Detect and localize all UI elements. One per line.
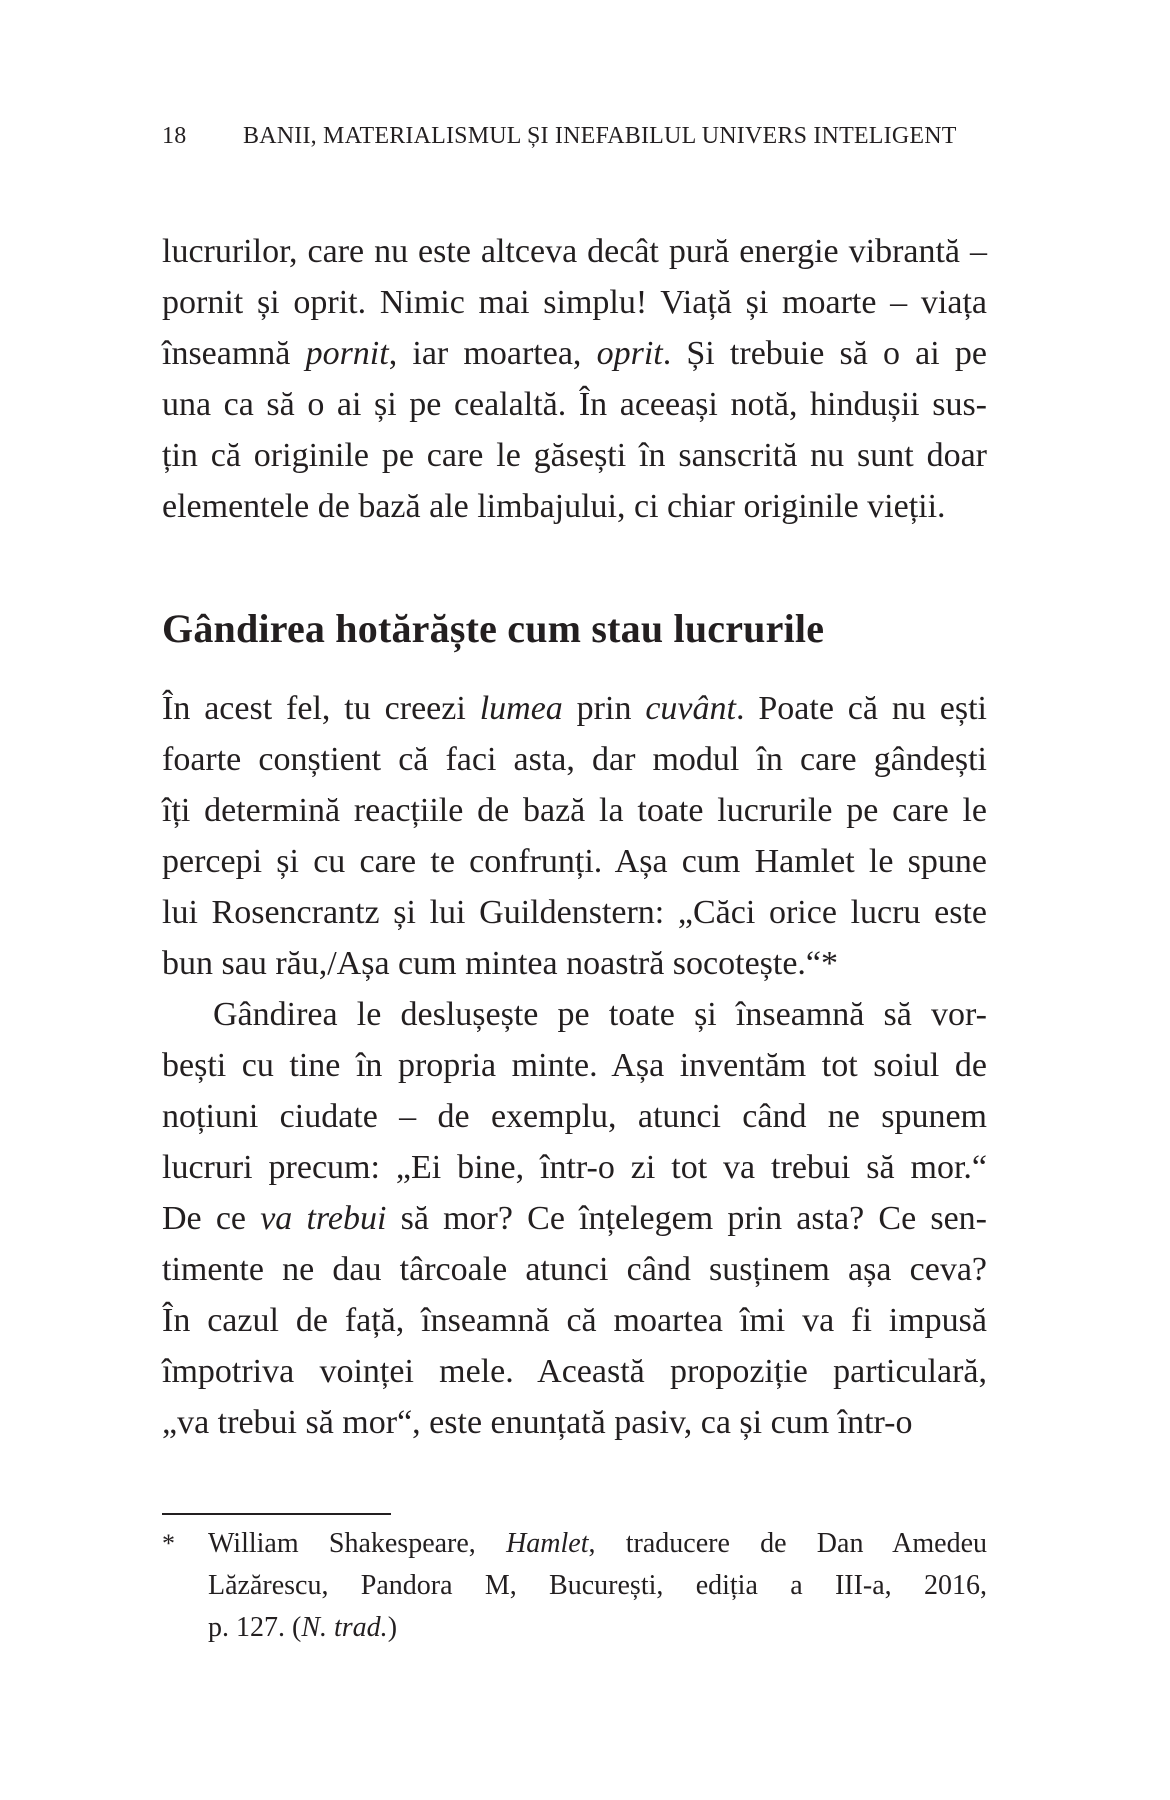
text-run: lucrurilor, care nu este altceva decât pură energie vibrantă – [162,233,987,270]
text-line [162,481,987,532]
text-run: William Shakespeare, [208,1528,507,1559]
text-run: În acest fel, tu creezi [162,690,480,727]
text-line [162,328,987,379]
text-line [162,1397,987,1448]
text-run: , iar moartea, [388,335,597,372]
running-header [162,123,987,153]
text-line [162,1295,987,1346]
paragraph-3 [162,989,987,1448]
italic-text: cuvânt [645,690,736,727]
text-run: pornit și oprit. Nimic mai simplu! Viață și moarte – viața [162,284,987,321]
text-run: percepi și cu care te confrunți. Așa cum Hamlet le spune [162,843,987,880]
text-run: De ce [162,1200,261,1237]
text-line [162,1244,987,1295]
footnote-marker: * [162,1529,175,1558]
paragraph-2 [162,683,987,989]
text-line [208,1523,987,1565]
italic-text: pornit [305,335,389,372]
text-line [162,938,987,989]
text-run: îți determină reacțiile de bază la toate lucrurile pe care le [162,792,987,829]
text-run: Lăzărescu, Pandora M, București, ediția a III-a, 2016, [208,1570,987,1601]
text-line [162,226,987,277]
text-line [162,379,987,430]
text-line [162,785,987,836]
text-run: foarte conștient că faci asta, dar modul în care gândești [162,741,987,778]
text-line [162,277,987,328]
italic-text: va trebui [260,1200,387,1237]
text-run: Gândirea le deslușește pe toate și înseamnă să vor- [213,996,987,1033]
paragraph-2-and-3 [162,683,987,1448]
italic-text: lumea [479,690,563,727]
text-line [162,1091,987,1142]
text-run: . Și trebuie să o ai pe [662,335,987,372]
text-run: una ca să o ai și pe cealaltă. În aceeași notă, hindușii sus- [162,386,987,423]
text-run: elementele de bază ale limbajului, ci chiar originile vieții. [162,488,946,525]
footnote-separator [162,1513,391,1515]
text-run: prin [562,690,646,727]
section-heading: Gândirea hotărăște cum stau lucrurile [162,606,825,651]
text-line [162,1193,987,1244]
text-run: împotriva voinței mele. Această propoziție particulară, [162,1353,987,1390]
text-run: lucruri precum: „Ei bine, într-o zi tot va trebui să mor.“ [162,1149,987,1186]
running-title: BANII, MATERIALISMUL ȘI INEFABILUL UNIVERS INTELIGENT [243,123,957,149]
text-line [162,836,987,887]
paragraph-1 [162,226,987,532]
text-run: noțiuni ciudate – de exemplu, atunci când ne spunem [162,1098,987,1135]
italic-text: Hamlet [506,1528,589,1559]
text-line [162,1346,987,1397]
text-run: bești cu tine în propria minte. Așa inventăm tot soiul de [162,1047,987,1084]
text-run: „va trebui să mor“, este enunțată pasiv, ca și cum într-o [162,1404,913,1441]
text-run: țin că originile pe care le găsești în sanscrită nu sunt doar [162,437,987,474]
page-number: 18 [162,123,187,149]
italic-text: oprit [596,335,663,372]
text-line [162,887,987,938]
text-run: să mor? Ce înțelegem prin asta? Ce sen- [386,1200,988,1237]
text-run: . Poate că nu ești [735,690,987,727]
text-run: În cazul de față, înseamnă că moartea îmi va fi impusă [162,1302,987,1339]
text-run: ) [387,1612,398,1643]
text-line [162,734,987,785]
text-line [162,989,987,1040]
text-line [208,1607,987,1649]
text-run: p. 127. ( [208,1612,302,1643]
text-run: timente ne dau târcoale atunci când susținem așa ceva? [162,1251,987,1288]
text-line [162,430,987,481]
text-run: înseamnă [162,335,306,372]
text-run: , traducere de Dan Amedeu [588,1528,988,1559]
text-line [162,683,987,734]
text-run: bun sau rău,/Așa cum mintea noastră socotește.“* [162,945,839,982]
text-run: lui Rosencrantz și lui Guildenstern: „Căci orice lucru este [162,894,987,931]
text-line [162,1142,987,1193]
italic-text: N. trad. [301,1612,388,1643]
text-line [208,1565,987,1607]
footnote-text [208,1523,987,1649]
text-line [162,1040,987,1091]
